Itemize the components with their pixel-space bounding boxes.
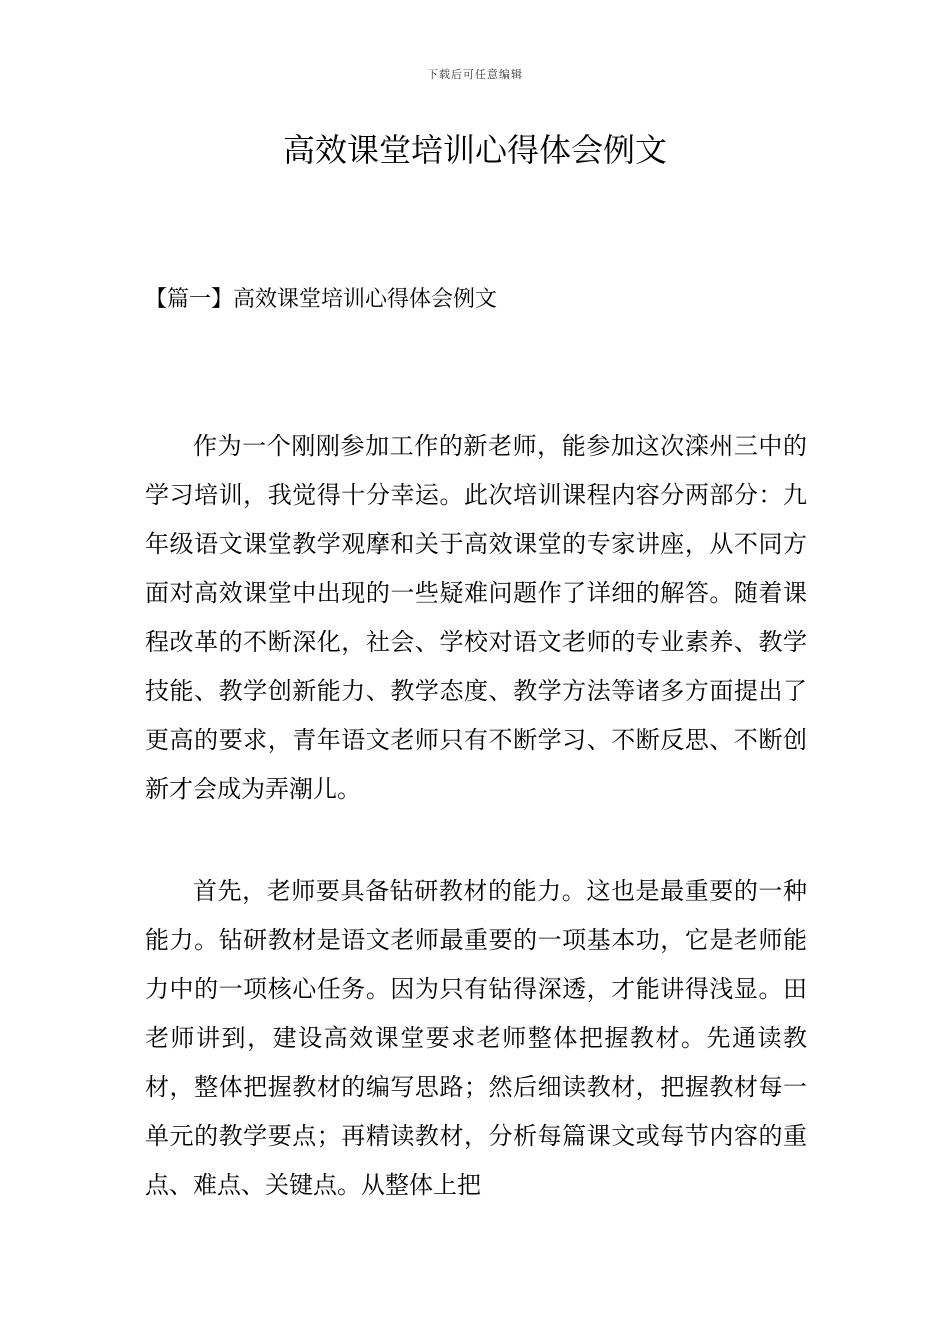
body-paragraph-1: 作为一个刚刚参加工作的新老师，能参加这次滦州三中的学习培训，我觉得十分幸运。此次培训课程内容分两部分：九年级语文课堂教学观摩和关于高效课堂的专家讲座，从不同方面对高效课堂中出现的一些疑难问题作了详细的解答。随着课程改革的不断深化，社会、学校对语文老师的专业素养、教学技能、教学创新能力、教学态度、教学方法等诸多方面提出了更高的要求，青年语文老师只有不断学习、不断反思、不断创新才会成为弄潮儿。 (145, 432, 807, 803)
section-heading: 【篇一】高效课堂培训心得体会例文 (145, 287, 498, 312)
body-paragraph-2: 首先，老师要具备钻研教材的能力。这也是最重要的一种能力。钻研教材是语文老师最重要的一项基本功，它是老师能力中的一项核心任务。因为只有钻得深透，才能讲得浅显。田老师讲到，建设高效课堂要求老师整体把握教材。先通读教材，整体把握教材的编写思路；然后细读教材，把握教材每一单元的教学要点；再精读教材，分析每篇课文或每节内容的重点、难点、关键点。从整体上把 (145, 877, 807, 1199)
document-title: 高效课堂培训心得体会例文 (282, 131, 667, 169)
header-note: 下载后可任意编辑 (427, 68, 523, 81)
